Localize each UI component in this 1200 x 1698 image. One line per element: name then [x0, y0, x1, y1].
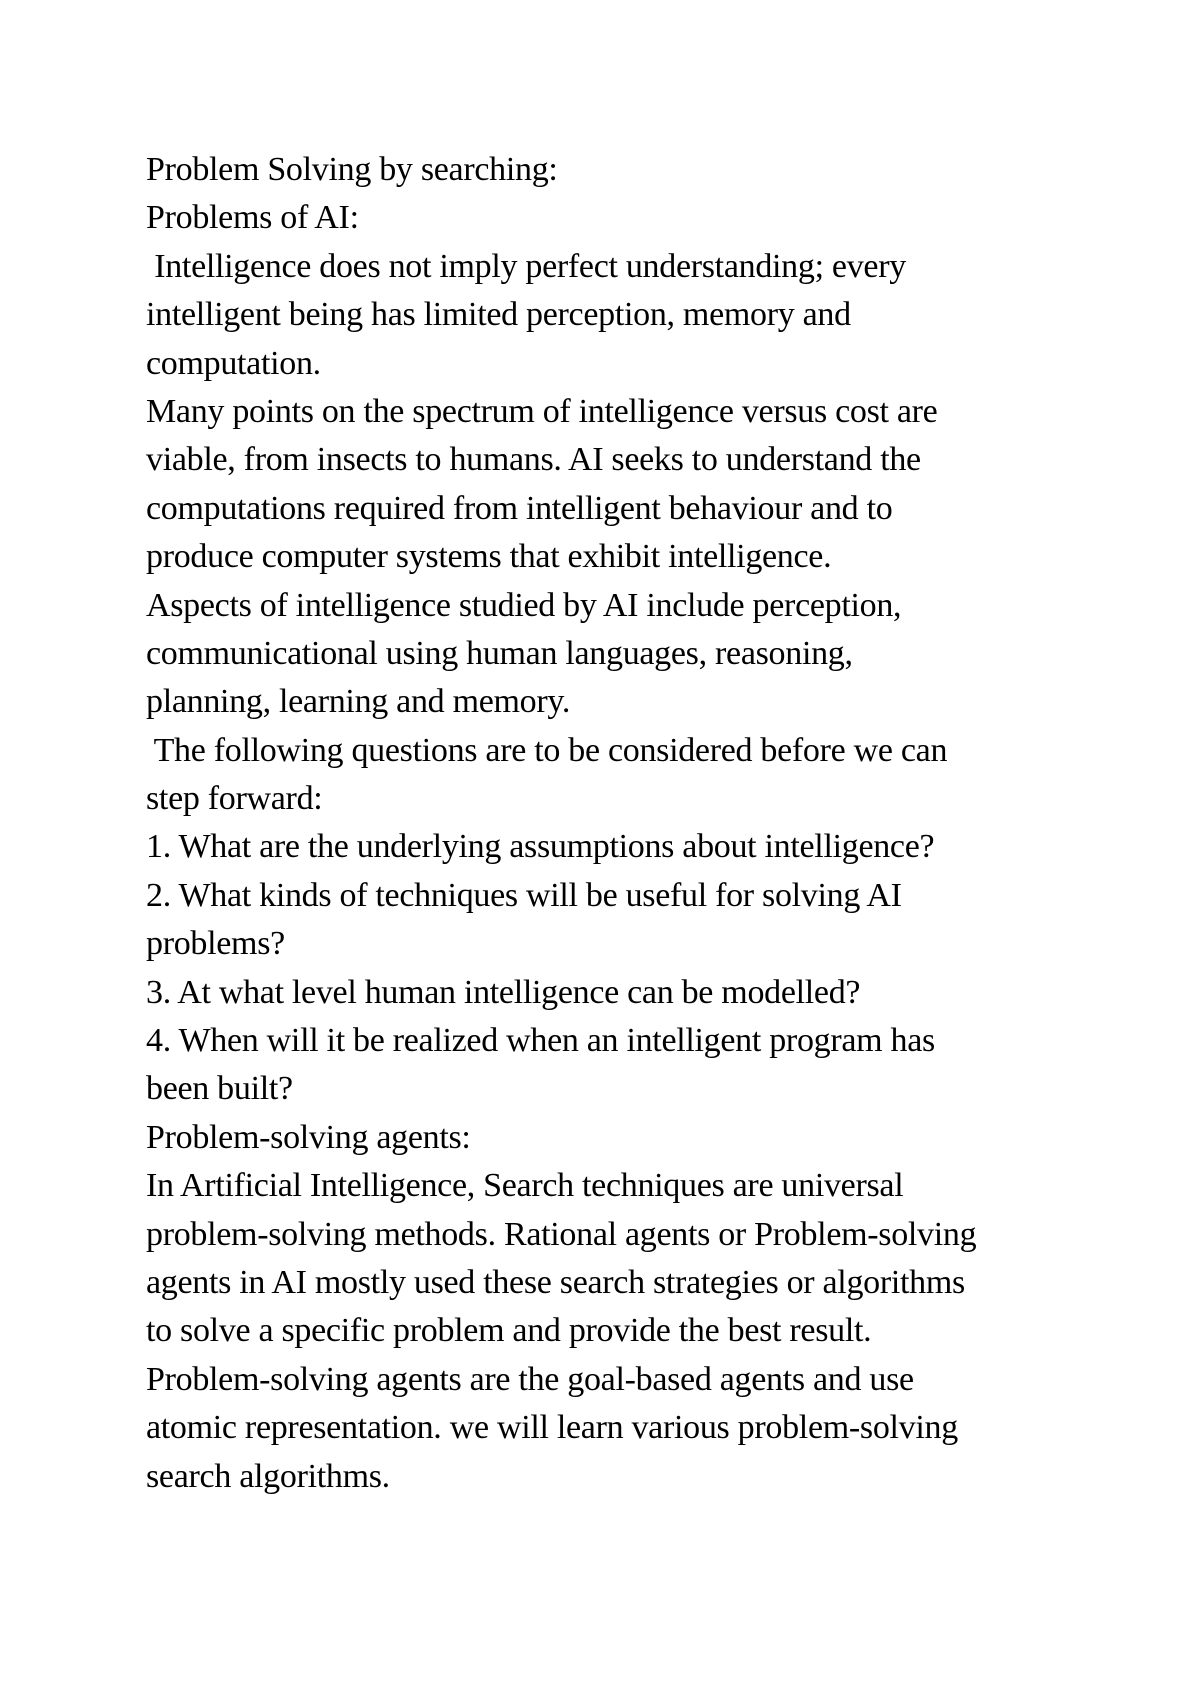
paragraph-line: step forward: — [146, 780, 323, 818]
paragraph-line: Many points on the spectrum of intelligence versus cost are — [146, 392, 938, 430]
paragraph-line: computation. — [146, 344, 321, 382]
paragraph-line: computations required from intelligent behaviour and to — [146, 489, 893, 527]
paragraph-line: problem-solving methods. Rational agents or Problem-solving — [146, 1215, 977, 1253]
paragraph-line: agents in AI mostly used these search strategies or algorithms — [146, 1263, 965, 1301]
paragraph-line: Problem-solving agents are the goal-based agents and use — [146, 1360, 914, 1398]
paragraph-line: intelligent being has limited perception, memory and — [146, 296, 851, 334]
document-body — [146, 146, 1076, 1501]
paragraph-line: The following questions are to be considered before we can — [146, 731, 948, 769]
section-heading-problems-of-ai: Problems of AI: — [146, 199, 359, 237]
question-item-3: 3. At what level human intelligence can be modelled? — [146, 973, 861, 1011]
question-item-2: 2. What kinds of techniques will be useful for solving AI — [146, 876, 902, 914]
paragraph-line: planning, learning and memory. — [146, 683, 571, 721]
paragraph-line: search algorithms. — [146, 1457, 390, 1495]
paragraph-line: Intelligence does not imply perfect understanding; every — [146, 247, 906, 285]
question-item-4: 4. When will it be realized when an intelligent program has — [146, 1022, 935, 1060]
question-item-1: 1. What are the underlying assumptions about intelligence? — [146, 828, 935, 866]
document-title: Problem Solving by searching: — [146, 151, 558, 188]
paragraph-line: In Artificial Intelligence, Search techniques are universal — [146, 1167, 904, 1205]
paragraph-line: Aspects of intelligence studied by AI include perception, — [146, 586, 902, 624]
paragraph-line: to solve a specific problem and provide the best result. — [146, 1312, 872, 1350]
paragraph-line: viable, from insects to humans. AI seeks to understand the — [146, 441, 921, 479]
paragraph-line: atomic representation. we will learn various problem-solving — [146, 1409, 958, 1447]
question-item-2-continued: problems? — [146, 925, 285, 963]
question-item-4-continued: been built? — [146, 1070, 293, 1108]
section-heading-problem-solving-agents: Problem-solving agents: — [146, 1118, 471, 1156]
paragraph-line: communicational using human languages, reasoning, — [146, 634, 853, 672]
paragraph-line: produce computer systems that exhibit intelligence. — [146, 538, 832, 576]
